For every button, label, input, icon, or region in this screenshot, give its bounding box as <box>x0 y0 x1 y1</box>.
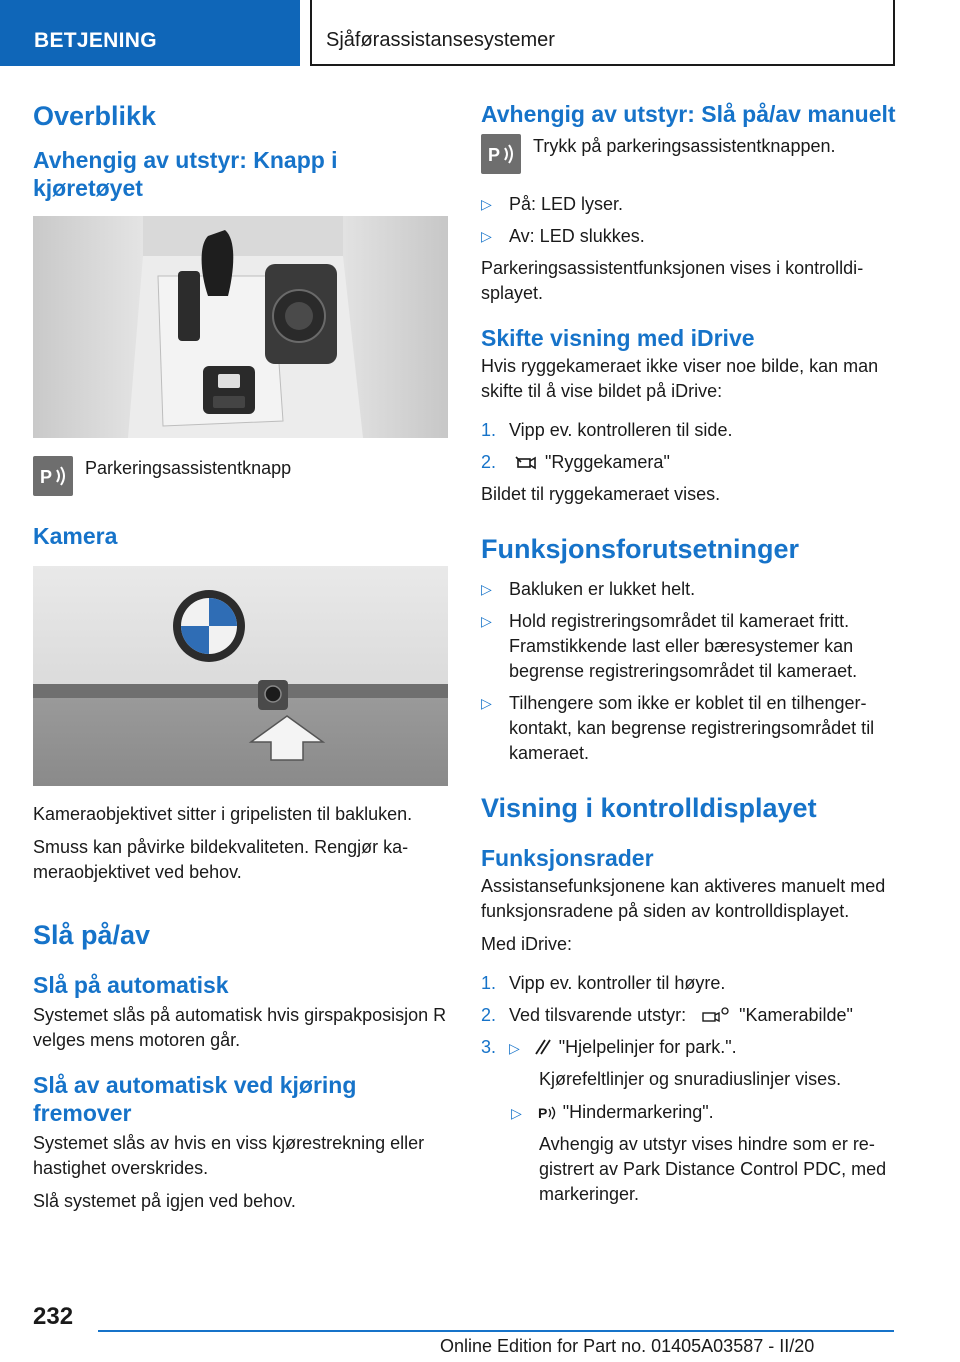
camera-text-1: Kameraobjektivet sitter i gripelisten til bakluken. <box>33 804 413 824</box>
idrive-heading: Skifte visning med iDrive <box>481 325 755 351</box>
left-column <box>33 100 448 1222</box>
auto-off-text-2: Slå systemet på igjen ved behov. <box>33 1191 296 1211</box>
button-caption: Parkeringsassistentknapp <box>85 458 292 478</box>
list-item: 3. ▷ "Hjelpelinjer for park.". Kjørefeltlinjer og snuradiuslinjer vises. ▷ P "Hindermarkering". Avhengig av utstyr vises hindre som er registrert av Park Distance Control PDC, med markeringer. <box>481 1035 901 1207</box>
rows-text: Assistansefunksjonene kan aktiveres manuelt med funksjonsradene på siden av kontrolldisplayet. <box>481 876 886 921</box>
park-assist-icon <box>481 134 521 174</box>
obstacle-marking-icon <box>537 1103 557 1121</box>
edition-text: Online Edition for Part no. 01405A03587 - II/20 <box>440 1336 815 1356</box>
list-item: 1. Vipp ev. kontroller til høyre. <box>481 973 726 993</box>
overview-heading: Overblikk <box>33 101 157 131</box>
requirements-list <box>481 577 901 766</box>
auto-on-heading: Slå på automatisk <box>33 972 229 998</box>
manual-text-2: Parkeringsassistentfunksjonen vises i kontrolldisplayet. <box>481 258 864 303</box>
console-photo <box>33 216 448 438</box>
camera-text-2: Smuss kan påvirke bildekvaliteten. Rengjør kameraobjektivet ved behov. <box>33 837 409 882</box>
rows-steps <box>481 971 901 1207</box>
chapter-label: Sjåførassistansesystemer <box>326 29 555 51</box>
manual-instruction: Trykk på parkeringsassistentknappen. <box>533 136 836 156</box>
step3-note: Kjørefeltlinjer og snuradiuslinjer vises. <box>539 1069 842 1089</box>
button-heading: Avhengig av utstyr: Knapp i kjøretøyet <box>33 147 338 201</box>
button-caption-row <box>33 456 448 496</box>
manual-instruction-row <box>481 134 901 174</box>
list-item: ▷ Hold registreringsområdet til kameraet fritt. Framstikkende last eller bæresystemer kan begrense registreringsområdet til kameraet. <box>481 611 858 681</box>
svg-text:P: P <box>537 1105 548 1121</box>
page-header <box>0 0 960 66</box>
list-item: ▷ På: LED lyser. <box>481 194 624 214</box>
list-item: 2. Ved tilsvarende utstyr: "Kamerabilde" <box>481 1005 853 1025</box>
onoff-heading: Slå på/av <box>33 920 151 950</box>
chapter-tab <box>310 0 895 66</box>
guide-lines-icon <box>533 1038 553 1056</box>
list-item: 2. "Ryggekamera" <box>481 452 670 472</box>
step3b-note: Avhengig av utstyr vises hindre som er registrert av Park Distance Control PDC, med markeringer. <box>539 1134 887 1204</box>
list-item: ▷ Tilhengere som ikke er koblet til en tilhengerkontakt, kan begrense registreringsområdet til kameraet. <box>481 693 875 763</box>
svg-text:P: P <box>488 145 501 165</box>
idrive-text-2: Bildet til ryggekameraet vises. <box>481 484 721 504</box>
manual-heading: Avhengig av utstyr: Slå på/av manuelt <box>481 101 896 127</box>
page-number: 232 <box>33 1303 74 1330</box>
section-label: BETJENING <box>34 29 157 52</box>
auto-off-heading: Slå av automatisk ved kjøring fremover <box>33 1072 357 1126</box>
camera-photo <box>33 566 448 786</box>
svg-text:P: P <box>40 467 53 487</box>
park-assist-icon <box>33 456 73 496</box>
rows-text-2: Med iDrive: <box>481 934 573 954</box>
idrive-text: Hvis ryggekameraet ikke viser noe bilde, kan man skifte til å vise bildet på iDrive: <box>481 356 879 401</box>
rear-camera-icon <box>515 453 537 471</box>
list-item: ▷ Bakluken er lukket helt. <box>481 579 696 599</box>
list-item: ▷ Av: LED slukkes. <box>481 226 645 246</box>
idrive-steps <box>481 418 901 475</box>
list-item: 1. Vipp ev. kontrolleren til side. <box>481 420 733 440</box>
auto-on-text: Systemet slås på automatisk hvis girspakposisjon R velges mens motoren går. <box>33 1005 447 1050</box>
requirements-heading: Funksjonsforutsetninger <box>481 534 800 564</box>
auto-off-text-1: Systemet slås av hvis en viss kjørestrekning eller hastighet overskrides. <box>33 1133 425 1178</box>
display-heading: Visning i kontrolldisplayet <box>481 793 817 823</box>
camera-settings-icon <box>697 1006 731 1024</box>
footer-divider <box>98 1330 894 1332</box>
section-tab <box>0 0 300 66</box>
manual-list <box>481 192 901 249</box>
camera-heading: Kamera <box>33 523 118 549</box>
right-column <box>481 100 901 1214</box>
rows-heading: Funksjonsrader <box>481 845 654 871</box>
